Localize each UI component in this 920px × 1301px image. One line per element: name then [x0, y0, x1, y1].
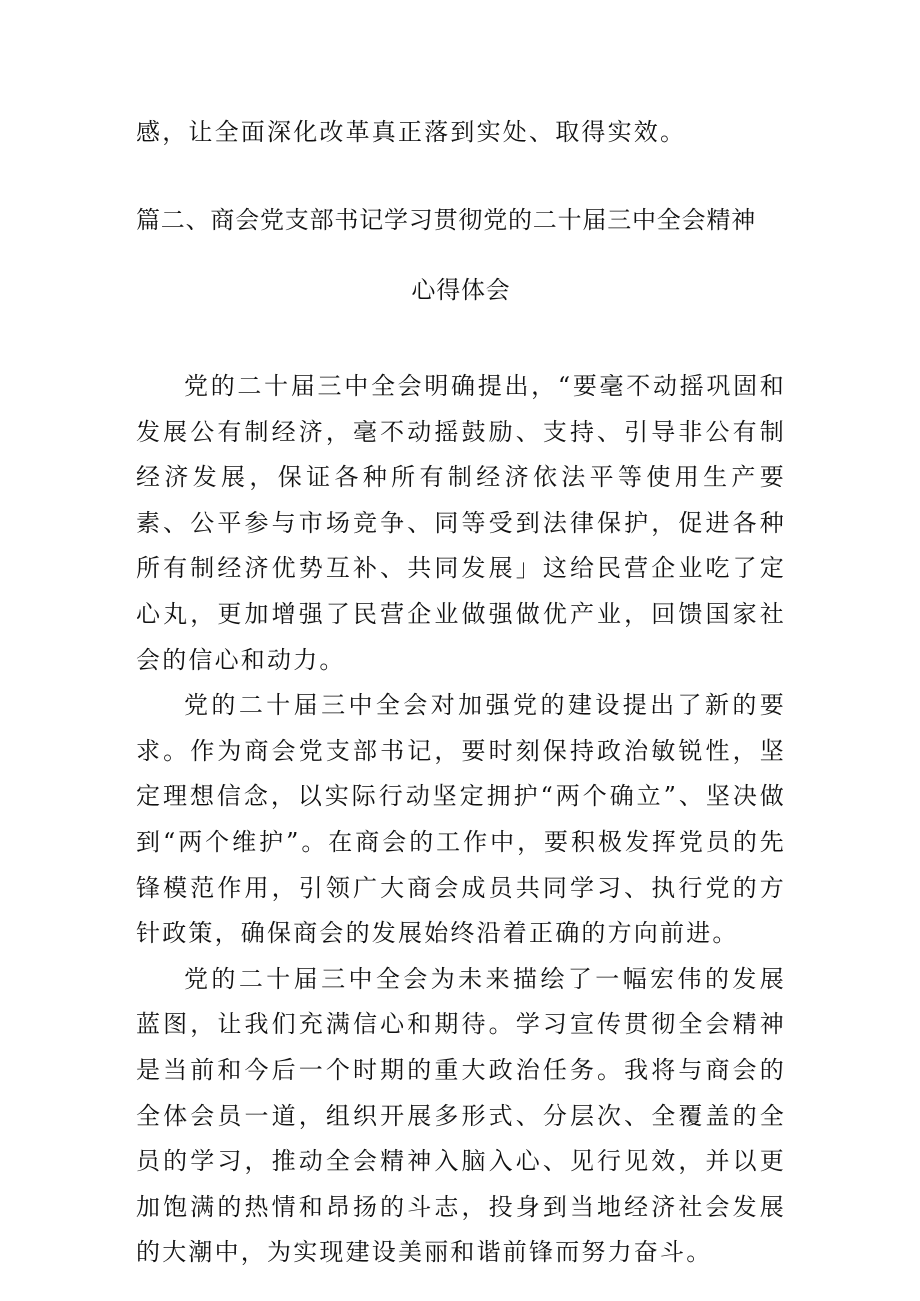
document-content	[136, 112, 786, 1276]
body-paragraph-1: 党的二十届三中全会明确提出，“要毫不动摇巩固和发展公有制经济，毫不动摇鼓励、支持、引导非公有制经济发展，保证各种所有制经济依法平等使用生产要素、公平参与市场竞争、同等受到法律保护，促进各种所有制经济优势互补、共同发展」这给民营企业吃了定心丸，更加增强了民营企业做强做优产业，回馈国家社会的信心和动力。	[136, 372, 786, 674]
body-paragraph-3: 党的二十届三中全会为未来描绘了一幅宏伟的发展蓝图，让我们充满信心和期待。学习宣传贯彻全会精神是当前和今后一个时期的重大政治任务。我将与商会的全体会员一道，组织开展多形式、分层次、全覆盖的全员的学习，推动全会精神入脑入心、见行见效，并以更加饱满的热情和昂扬的斗志，投身到当地经济社会发展的大潮中，为实现建设美丽和谐前锋而努力奋斗。	[136, 964, 786, 1267]
section-title-line-1: 篇二、商会党支部书记学习贯彻党的二十届三中全会精神	[136, 206, 756, 234]
title-spacing	[136, 310, 786, 364]
previous-section-ending: 感，让全面深化改革真正落到实处、取得实效。	[136, 118, 687, 146]
section-title-line-2: 心得体会	[411, 276, 511, 304]
body-paragraph-2: 党的二十届三中全会对加强党的建设提出了新的要求。作为商会党支部书记，要时刻保持政治敏锐性，坚定理想信念，以实际行动坚定拥护“两个确立”、坚决做到“两个维护”。在商会的工作中，要积极发挥党员的先锋模范作用，引领广大商会成员共同学习、执行党的方针政策，确保商会的发展始终沿着正确的方向前进。	[136, 691, 786, 948]
